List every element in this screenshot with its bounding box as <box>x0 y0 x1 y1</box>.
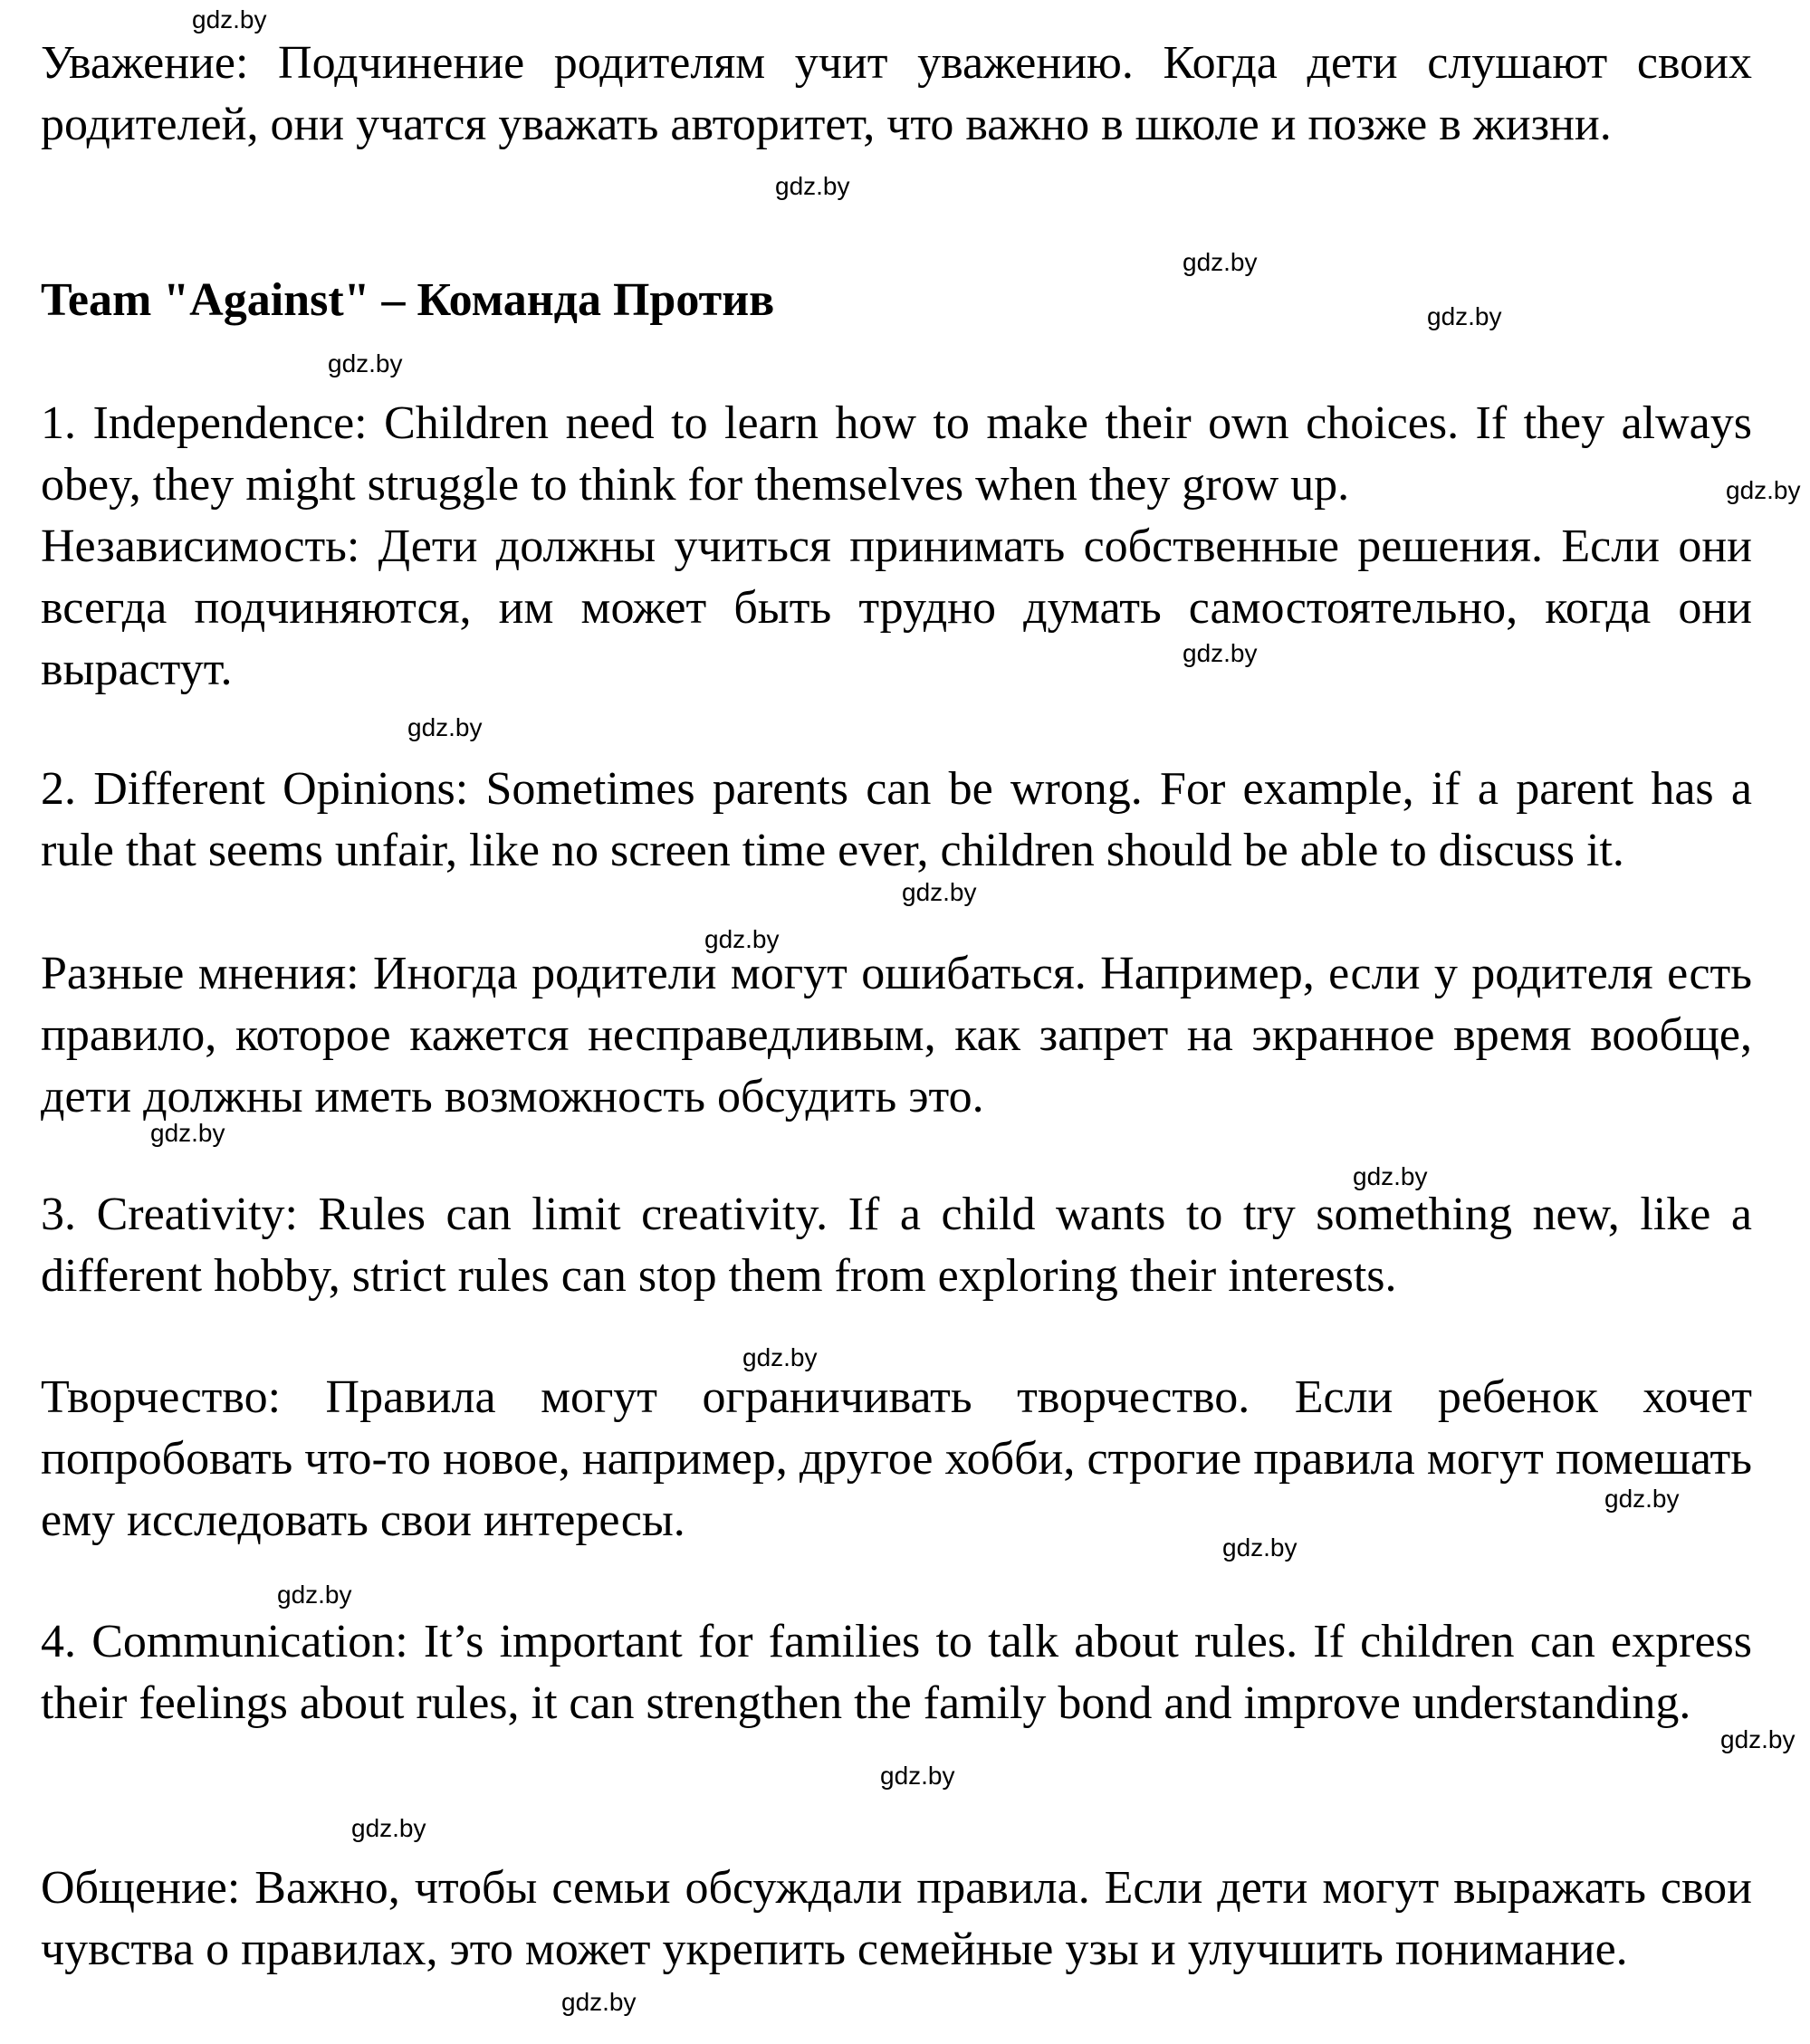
watermark-text: gdz.by <box>1183 639 1258 667</box>
watermark-text: gdz.by <box>880 1762 955 1790</box>
watermark-text: gdz.by <box>277 1581 352 1609</box>
watermark-text: gdz.by <box>902 878 977 906</box>
watermark-text: gdz.by <box>192 5 267 33</box>
watermark-text: gdz.by <box>561 1988 637 2016</box>
watermark-text: gdz.by <box>1183 248 1258 276</box>
team-against-heading: Team "Against" – Команда Против <box>41 274 775 326</box>
watermark-text: gdz.by <box>704 925 780 953</box>
creativity-ru-paragraph: Творчество: Правила могут ограничивать творчество. Если ребенок хочет попробовать что-то новое, например, другое хобби, строгие правила могут помешать ему исследовать свои интересы. <box>41 1371 1752 1546</box>
watermark-text: gdz.by <box>351 1814 426 1842</box>
independence-en-paragraph: 1. Independence: Children need to learn how to make their own choices. If they always obey, they might struggle to think for themselves when they grow up. <box>41 397 1752 511</box>
watermark-text: gdz.by <box>1222 1533 1298 1562</box>
watermark-text: gdz.by <box>775 172 850 200</box>
watermark-text: gdz.by <box>1726 476 1801 504</box>
respect-paragraph: Уважение: Подчинение родителям учит уважению. Когда дети слушают своих родителей, они учатся уважать авторитет, что важно в школе и позже в жизни. <box>41 37 1752 150</box>
communication-ru-paragraph: Общение: Важно, чтобы семьи обсуждали правила. Если дети могут выражать свои чувства о правилах, это может укрепить семейные узы и улучшить понимание. <box>41 1862 1752 1975</box>
watermark-text: gdz.by <box>407 713 483 741</box>
watermark-text: gdz.by <box>1720 1725 1796 1753</box>
watermark-text: gdz.by <box>742 1343 818 1371</box>
opinions-en-paragraph: 2. Different Opinions: Sometimes parents can be wrong. For example, if a parent has a rule that seems unfair, like no screen time ever, children should be able to discuss it. <box>41 763 1752 876</box>
watermark-text: gdz.by <box>328 349 403 377</box>
watermark-text: gdz.by <box>1427 302 1502 330</box>
creativity-en-paragraph: 3. Creativity: Rules can limit creativity. If a child wants to try something new, like a different hobby, strict rules can stop them from exploring their interests. <box>41 1189 1752 1302</box>
independence-ru-paragraph: Независимость: Дети должны учиться принимать собственные решения. Если они всегда подчиняются, им может быть трудно думать самостоятельно, когда они вырастут. <box>41 521 1752 695</box>
watermark-text: gdz.by <box>1353 1162 1428 1190</box>
opinions-ru-paragraph: Разные мнения: Иногда родители могут ошибаться. Например, если у родителя есть правило, которое кажется несправедливым, как запрет на экранное время вообще, дети должны иметь возможность обсудить это. <box>41 948 1752 1122</box>
watermark-text: gdz.by <box>1604 1485 1680 1513</box>
watermark-text: gdz.by <box>150 1119 225 1147</box>
communication-en-paragraph: 4. Communication: It’s important for families to talk about rules. If children can express their feelings about rules, it can strengthen the family bond and improve understanding. <box>41 1616 1752 1729</box>
